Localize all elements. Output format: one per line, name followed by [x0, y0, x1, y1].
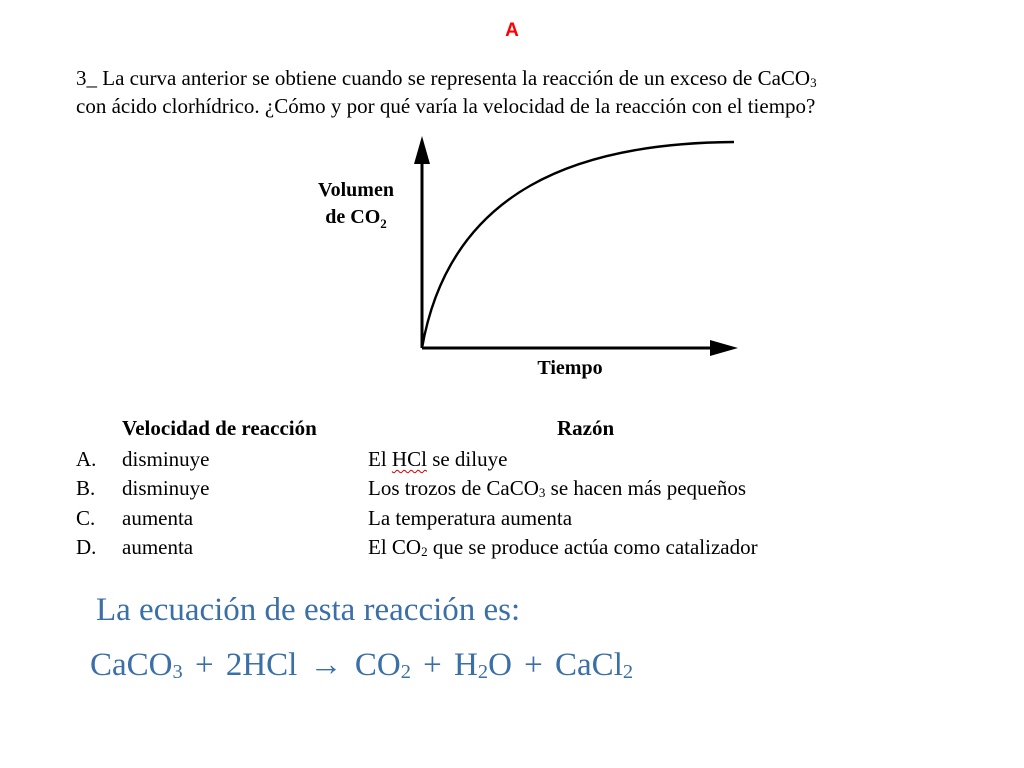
option-reason: Los trozos de CaCO$_3$ se hacen más pequeños: [368, 476, 747, 500]
y-axis-label-prefix: de CO: [325, 206, 381, 228]
option-speed: disminuye: [122, 476, 210, 500]
question-line-1: 3_ La curva anterior se obtiene cuando se representa la reacción de un exceso de CaCO: [76, 66, 811, 90]
y-axis-arrow: [414, 136, 430, 164]
option-row-c: [76, 506, 956, 534]
option-speed: aumenta: [122, 535, 194, 559]
option-reason: El $CO_2$ que se produce actúa como catalizador: [368, 535, 758, 559]
question-subscript: 3: [810, 74, 817, 90]
y-axis-label-line-2: [325, 206, 387, 231]
spellcheck-underlined-word: HCl: [391, 447, 427, 471]
option-reason: La temperatura aumenta: [368, 506, 573, 530]
y-axis-label-subscript: 2: [380, 216, 387, 231]
question-line-2: con ácido clorhídrico. ¿Cómo y por qué varía la velocidad de la reacción con el tiempo?: [76, 94, 816, 118]
option-row-a: [76, 447, 956, 475]
option-row-d: [76, 535, 956, 563]
reaction-curve: [422, 142, 734, 348]
option-letter: C.: [76, 506, 96, 530]
option-speed: disminuye: [122, 447, 210, 471]
volume-time-graph: [300, 128, 760, 388]
option-letter: B.: [76, 476, 96, 500]
column-header-speed: Velocidad de reacción: [122, 416, 317, 440]
option-row-b: [76, 476, 956, 504]
equation-title: La ecuación de esta reacción es:: [96, 592, 521, 628]
chemical-equation: CaCO$_3$ + $2HCl \to CO_2 + H_2O$ + CaCl$_2$: [90, 647, 634, 684]
option-speed: aumenta: [122, 506, 194, 530]
x-axis-arrow: [710, 340, 738, 356]
question-text: [76, 64, 962, 120]
column-header-reason: Razón: [557, 416, 615, 440]
option-letter: A.: [76, 447, 97, 471]
option-reason: El HCl se diluye: [368, 447, 508, 471]
y-axis-label-line-1: Volumen: [318, 179, 394, 201]
x-axis-label: Tiempo: [537, 357, 603, 379]
answer-mark: A: [505, 20, 519, 41]
option-letter: D.: [76, 535, 97, 559]
